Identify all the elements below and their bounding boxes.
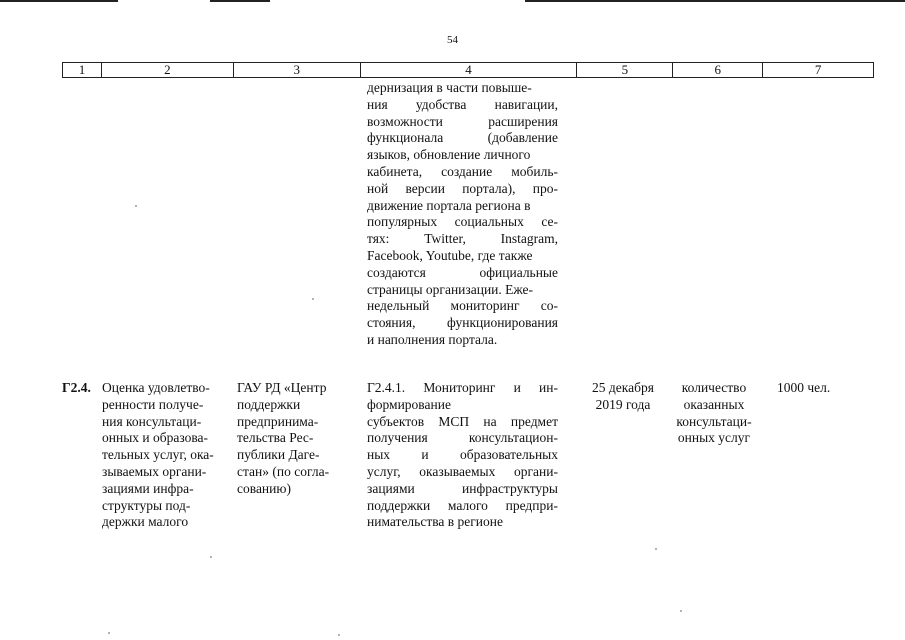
continuation-text-col4 bbox=[367, 80, 558, 349]
indicator-line: консультаци- bbox=[676, 413, 752, 429]
continuation-line: стояния, функционирования bbox=[367, 315, 558, 331]
row-activity bbox=[367, 380, 558, 531]
row-code: Г2.4. bbox=[62, 380, 91, 395]
title-line: онных и образова- bbox=[102, 430, 209, 446]
page-number: 54 bbox=[447, 34, 458, 46]
title-line: тельных услуг, ока- bbox=[102, 447, 214, 463]
executor-line: ГАУ РД «Центр bbox=[237, 380, 327, 395]
title-line: структуры под- bbox=[102, 497, 191, 513]
title-line: Оценка удовлетво- bbox=[102, 380, 210, 395]
continuation-line: дернизация в части повыше- bbox=[367, 80, 532, 95]
column-number-3: 3 bbox=[234, 63, 361, 77]
scan-speck bbox=[210, 556, 212, 558]
continuation-line: и наполнения портала. bbox=[367, 331, 498, 347]
activity-line: Г2.4.1. Мониторинг и ин- bbox=[367, 380, 558, 395]
continuation-line: кабинета, создание мобиль- bbox=[367, 163, 558, 179]
activity-line: ных и образовательных bbox=[367, 447, 558, 463]
indicator-line: оказанных bbox=[683, 396, 745, 412]
continuation-line: тях: Twitter, Instagram, bbox=[367, 231, 558, 247]
continuation-line: возможности расширения bbox=[367, 113, 558, 129]
row-executor bbox=[237, 380, 359, 498]
indicator-line: онных услуг bbox=[677, 430, 751, 446]
activity-line: зациями инфраструктуры bbox=[367, 480, 558, 496]
continuation-line: недельный мониторинг со- bbox=[367, 298, 558, 314]
continuation-line: функционала (добавление bbox=[367, 130, 558, 146]
row-value: 1000 чел. bbox=[777, 380, 831, 395]
scan-speck bbox=[135, 205, 137, 207]
continuation-line: ной версии портала), про- bbox=[367, 180, 558, 196]
executor-line: сованию) bbox=[237, 480, 291, 496]
continuation-line: ния удобства навигации, bbox=[367, 96, 558, 112]
column-number-6: 6 bbox=[673, 63, 763, 77]
title-line: ренности получе- bbox=[102, 396, 204, 412]
activity-line: субъектов МСП на предмет bbox=[367, 413, 558, 429]
scan-speck bbox=[680, 610, 682, 612]
activity-line: поддержки малого предпри- bbox=[367, 497, 558, 513]
continuation-line: популярных социальных се- bbox=[367, 214, 558, 230]
column-number-5: 5 bbox=[577, 63, 673, 77]
deadline-line: 2019 года bbox=[595, 396, 651, 412]
continuation-line: Facebook, Youtube, где также bbox=[367, 247, 533, 263]
scan-speck bbox=[655, 548, 657, 550]
scan-artifact-line bbox=[210, 0, 270, 2]
column-number-header bbox=[62, 62, 874, 78]
continuation-line: страницы организации. Еже- bbox=[367, 281, 534, 297]
column-number-4: 4 bbox=[361, 63, 578, 77]
continuation-line: движение портала региона в bbox=[367, 197, 531, 213]
executor-line: тельства Рес- bbox=[237, 430, 314, 446]
column-number-7: 7 bbox=[763, 63, 874, 77]
row-title bbox=[102, 380, 232, 531]
activity-line: нимательства в регионе bbox=[367, 514, 504, 530]
deadline-line: 25 декабря bbox=[592, 380, 654, 395]
scan-speck bbox=[338, 634, 340, 636]
activity-line: получения консультацион- bbox=[367, 430, 558, 446]
scan-artifact-line bbox=[0, 0, 118, 2]
title-line: ния консультаци- bbox=[102, 413, 202, 429]
executor-line: предпринима- bbox=[237, 413, 319, 429]
executor-line: стан» (по согла- bbox=[237, 463, 330, 479]
continuation-line: создаются официальные bbox=[367, 264, 558, 280]
row-indicator bbox=[668, 380, 760, 447]
scan-speck bbox=[108, 632, 110, 634]
executor-line: публики Даге- bbox=[237, 447, 320, 463]
column-number-2: 2 bbox=[102, 63, 234, 77]
scan-speck bbox=[312, 298, 314, 300]
title-line: держки малого bbox=[102, 514, 189, 530]
column-number-1: 1 bbox=[63, 63, 102, 77]
row-deadline bbox=[578, 380, 668, 414]
title-line: зываемых органи- bbox=[102, 463, 207, 479]
scan-artifact-line bbox=[525, 0, 905, 2]
title-line: зациями инфра- bbox=[102, 480, 194, 496]
indicator-line: количество bbox=[681, 380, 747, 395]
activity-line: услуг, оказываемых органи- bbox=[367, 463, 558, 479]
executor-line: поддержки bbox=[237, 396, 301, 412]
activity-line: формирование bbox=[367, 396, 451, 412]
continuation-line: языков, обновление личного bbox=[367, 147, 531, 163]
